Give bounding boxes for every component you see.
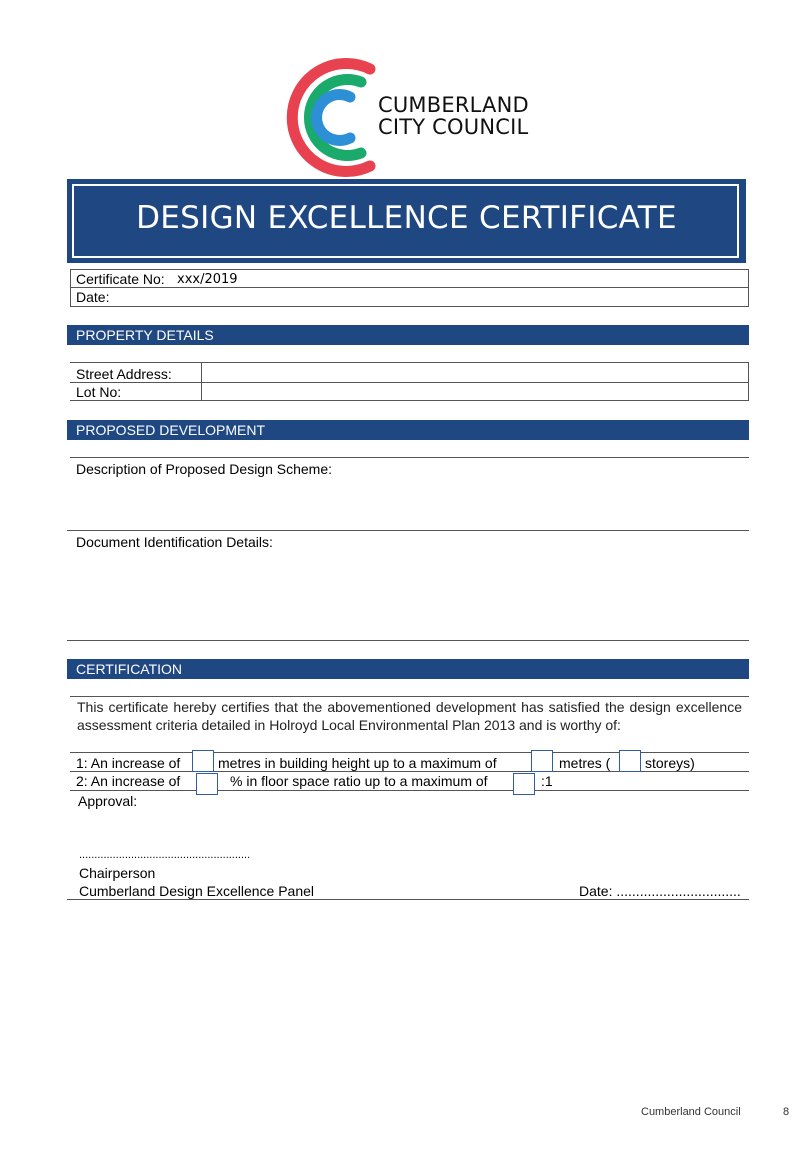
divider [70, 382, 749, 383]
certificate-no-label: Certificate No: [76, 271, 165, 287]
divider [70, 287, 749, 288]
divider [70, 696, 749, 697]
divider [67, 640, 749, 641]
document-identification-field[interactable] [70, 553, 749, 637]
date-label: Date: [76, 289, 110, 305]
lot-no-field[interactable] [203, 384, 747, 399]
fsr-maximum-input[interactable] [513, 773, 535, 795]
signature-line[interactable]: ........................................................ [79, 849, 251, 861]
document-identification-label: Document Identification Details: [76, 534, 273, 550]
divider [70, 306, 749, 307]
page-title: DESIGN EXCELLENCE CERTIFICATE [136, 200, 677, 236]
footer-org: Cumberland Council [641, 1106, 741, 1118]
description-label: Description of Proposed Design Scheme: [76, 461, 333, 477]
divider [748, 269, 749, 307]
logo-text-line1: CUMBERLAND [378, 93, 529, 117]
divider [70, 457, 749, 458]
lot-no-label: Lot No: [76, 384, 122, 400]
divider [70, 362, 749, 363]
description-field[interactable] [70, 480, 749, 528]
street-address-field[interactable] [203, 364, 747, 381]
height-increase-text: metres in building height up to a maximum of [218, 755, 497, 771]
height-increase-input[interactable] [192, 750, 214, 772]
cumberland-logo-icon [262, 55, 382, 180]
divider [70, 790, 749, 791]
section-certification: CERTIFICATION [67, 659, 749, 679]
divider [70, 400, 749, 401]
divider [67, 530, 749, 531]
fsr-increase-prefix: 2: An increase of [76, 773, 181, 789]
approval-label: Approval: [78, 793, 138, 809]
storeys-input[interactable] [619, 750, 641, 772]
divider [748, 362, 749, 400]
panel-name: Cumberland Design Excellence Panel [79, 883, 315, 899]
divider [70, 269, 71, 307]
divider [70, 752, 749, 753]
height-increase-prefix: 1: An increase of [76, 755, 181, 771]
certification-paragraph: This certificate hereby certifies that the abovementioned development has satisfied the design excellence assessment criteria detailed in Holroyd Local Environmental Plan 2013 and is worthy of: [77, 699, 742, 733]
certificate-no-value[interactable]: xxx/2019 [177, 272, 238, 287]
fsr-ratio-suffix: :1 [541, 773, 553, 789]
divider [67, 899, 749, 900]
fsr-increase-text: % in floor space ratio up to a maximum of [230, 773, 488, 789]
section-proposed-development: PROPOSED DEVELOPMENT [67, 420, 749, 440]
divider [70, 269, 749, 270]
street-address-label: Street Address: [76, 366, 172, 382]
section-property-details: PROPERTY DETAILS [67, 325, 749, 345]
fsr-increase-input[interactable] [196, 773, 218, 795]
height-maximum-input[interactable] [531, 750, 553, 772]
page-number: 8 [783, 1106, 790, 1118]
chairperson-label: Chairperson [79, 865, 156, 881]
storeys-label: storeys) [645, 755, 695, 771]
approval-date[interactable]: Date: ................................ [579, 883, 741, 899]
metres-label: metres ( [559, 755, 611, 771]
logo-text-line2: CITY COUNCIL [378, 115, 529, 139]
divider [201, 362, 202, 400]
